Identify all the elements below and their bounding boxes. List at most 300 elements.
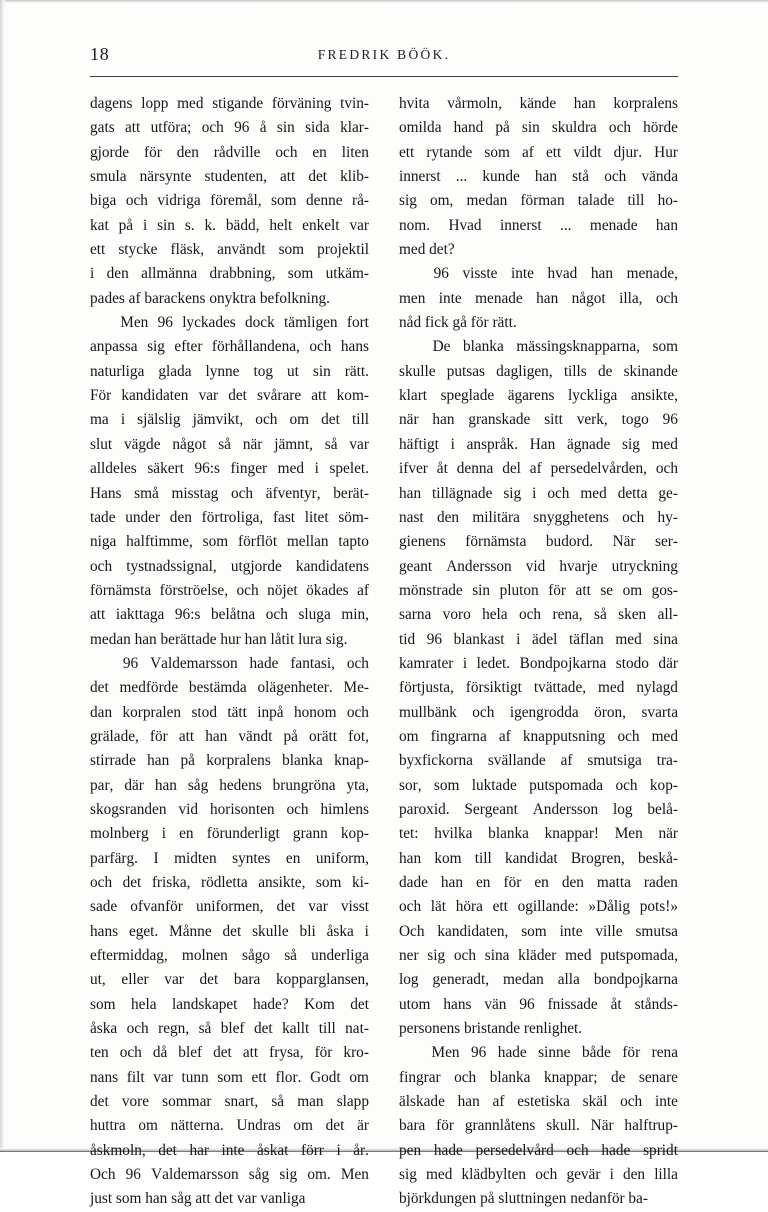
word: tystnadssignal, bbox=[126, 557, 217, 575]
word: vidriga bbox=[157, 192, 201, 210]
word: på bbox=[118, 216, 134, 234]
word: en bbox=[312, 143, 327, 161]
word: molnberg bbox=[90, 825, 149, 843]
text-line: med det? bbox=[399, 241, 455, 259]
word: blanka bbox=[282, 752, 323, 770]
word: eller bbox=[121, 971, 149, 989]
text-line bbox=[399, 871, 678, 895]
word: han bbox=[205, 727, 228, 745]
word: inte bbox=[559, 922, 583, 940]
word: hedens bbox=[219, 776, 262, 794]
word: för bbox=[548, 581, 567, 599]
word: sommar bbox=[162, 1093, 212, 1111]
word: I bbox=[153, 849, 159, 867]
word: på bbox=[180, 752, 195, 770]
word: och bbox=[566, 1141, 589, 1159]
word: drabbning, bbox=[209, 265, 276, 283]
word: på bbox=[283, 727, 298, 745]
word: grannlåtens bbox=[464, 1117, 536, 1135]
word: att bbox=[90, 606, 106, 624]
paragraph-indent bbox=[399, 1041, 420, 1065]
text-line bbox=[90, 1041, 369, 1065]
word: och bbox=[126, 1020, 149, 1038]
paragraph bbox=[90, 652, 369, 1212]
word: ökades bbox=[306, 581, 349, 599]
page-number: 18 bbox=[90, 44, 110, 64]
word: till bbox=[474, 849, 492, 867]
word: åt bbox=[610, 995, 622, 1013]
word: tog bbox=[253, 362, 274, 380]
word: förr bbox=[300, 1141, 324, 1159]
word: hela bbox=[131, 995, 157, 1013]
word: i bbox=[364, 922, 369, 940]
word: kandidaten bbox=[121, 387, 189, 405]
word: fingrar bbox=[399, 1068, 441, 1086]
word: förväning bbox=[271, 95, 332, 112]
word: Brogren, bbox=[570, 849, 625, 867]
word: en bbox=[285, 849, 301, 867]
text-line bbox=[90, 701, 369, 725]
word: alldeles bbox=[90, 460, 137, 478]
word: sig bbox=[399, 192, 417, 210]
word: de bbox=[610, 1068, 626, 1086]
text-line bbox=[90, 482, 369, 506]
word: nom. bbox=[399, 216, 431, 234]
text-line bbox=[399, 506, 678, 530]
word: om bbox=[293, 1117, 313, 1135]
word: tet: bbox=[399, 825, 419, 843]
word: log bbox=[613, 800, 633, 818]
word: all- bbox=[657, 606, 678, 624]
word: något bbox=[172, 435, 207, 453]
word: och bbox=[518, 606, 542, 624]
text-line bbox=[399, 895, 678, 919]
text-line bbox=[399, 141, 678, 165]
text-line bbox=[399, 214, 678, 238]
word: För bbox=[90, 387, 112, 405]
word: vid bbox=[178, 800, 198, 818]
word: lyckades bbox=[182, 314, 236, 332]
text-line bbox=[399, 287, 678, 311]
word: visst bbox=[340, 898, 369, 916]
word: kallt bbox=[282, 1020, 310, 1038]
word: rytande bbox=[426, 143, 473, 161]
word: och bbox=[399, 898, 422, 916]
word: i bbox=[532, 484, 537, 502]
text-line bbox=[90, 920, 369, 944]
word: skogsranden bbox=[90, 800, 167, 818]
word: bara bbox=[233, 971, 261, 989]
word: filt bbox=[126, 1068, 145, 1086]
word: föremål, bbox=[210, 192, 262, 210]
word: ett bbox=[546, 143, 562, 161]
word: den bbox=[436, 508, 460, 526]
word: att bbox=[124, 119, 141, 137]
word: sig bbox=[503, 484, 522, 502]
word: höra bbox=[455, 898, 483, 916]
word: stå bbox=[572, 168, 590, 186]
word: det bbox=[350, 995, 369, 1013]
word: gjorde bbox=[90, 143, 130, 161]
word: förhållandena, bbox=[211, 338, 300, 356]
word: utkäm- bbox=[325, 265, 369, 283]
word: jämnt, bbox=[274, 435, 313, 453]
word: bädd, bbox=[225, 216, 260, 234]
word: det bbox=[158, 1141, 177, 1159]
word: anpassa bbox=[90, 338, 138, 356]
word: budord. bbox=[545, 533, 594, 551]
word: syntes bbox=[232, 849, 271, 867]
word: tra- bbox=[656, 752, 678, 770]
running-head bbox=[90, 44, 678, 72]
scan-edge-left bbox=[0, 0, 5, 1152]
word: förtroliga, bbox=[201, 508, 264, 526]
text-line bbox=[90, 384, 369, 408]
word: alla bbox=[557, 971, 580, 989]
word: snart, bbox=[224, 1093, 259, 1111]
word: i bbox=[120, 411, 126, 429]
word: nans bbox=[90, 1068, 119, 1086]
word: lät bbox=[430, 898, 447, 916]
word: stånds- bbox=[634, 995, 678, 1013]
word: huttra bbox=[90, 1117, 126, 1135]
word: hvad bbox=[547, 265, 578, 283]
word: utföra; bbox=[150, 119, 192, 137]
word: detta bbox=[617, 484, 648, 502]
text-line bbox=[90, 676, 369, 700]
text-line bbox=[399, 579, 678, 603]
word: vid bbox=[525, 557, 546, 575]
word: söm- bbox=[338, 508, 369, 526]
word: i bbox=[314, 460, 319, 478]
word: sluga bbox=[298, 606, 331, 624]
word: kop- bbox=[340, 825, 369, 843]
word: ser- bbox=[655, 533, 678, 551]
text-line bbox=[90, 1090, 369, 1114]
word: är bbox=[357, 1117, 369, 1135]
text-line bbox=[90, 1139, 369, 1163]
word: har bbox=[189, 1141, 209, 1159]
text-line bbox=[399, 993, 678, 1017]
word: och bbox=[309, 338, 332, 356]
word: 96:s bbox=[194, 460, 220, 478]
word: mönstrade bbox=[399, 581, 463, 599]
word: blef bbox=[178, 1044, 203, 1062]
word: stirrade bbox=[90, 752, 136, 770]
word: ofvanför bbox=[130, 898, 183, 916]
text-line: personens bristande renlighet. bbox=[399, 1020, 583, 1038]
word: och bbox=[286, 800, 309, 818]
text-line bbox=[90, 895, 369, 919]
word: lynne bbox=[205, 362, 240, 380]
word: en bbox=[476, 874, 491, 891]
word: ut, bbox=[90, 971, 106, 989]
word: i bbox=[142, 216, 148, 234]
word: efter bbox=[174, 338, 203, 356]
text-line bbox=[90, 1066, 369, 1090]
word: där bbox=[124, 776, 144, 794]
word: ho- bbox=[657, 192, 678, 210]
word: en bbox=[179, 825, 194, 843]
word: med bbox=[580, 484, 607, 502]
word: »Dålig bbox=[588, 898, 631, 916]
word: halftimme, bbox=[126, 533, 193, 551]
word: så bbox=[284, 947, 297, 965]
word: sin bbox=[157, 216, 175, 234]
word: sade bbox=[90, 898, 118, 916]
word: var bbox=[349, 435, 369, 453]
word: log bbox=[399, 971, 419, 989]
word: och bbox=[472, 703, 495, 721]
word: ma bbox=[90, 411, 109, 429]
word: lilla bbox=[654, 1166, 678, 1184]
word: rena bbox=[651, 1044, 678, 1062]
word: förnämsta bbox=[90, 581, 152, 599]
word: det bbox=[276, 898, 296, 916]
word: tillägnade bbox=[432, 484, 493, 502]
word: bara bbox=[399, 1117, 426, 1135]
word: och bbox=[655, 460, 678, 478]
word: sida bbox=[305, 119, 330, 137]
word: inte bbox=[438, 289, 462, 307]
word: som bbox=[287, 265, 314, 283]
word: kat bbox=[90, 216, 109, 234]
word: och bbox=[622, 508, 645, 526]
word: blanka bbox=[489, 1068, 531, 1086]
word: han bbox=[573, 95, 596, 112]
word: blanka bbox=[462, 338, 504, 356]
text-line bbox=[399, 457, 678, 481]
word: vän bbox=[484, 995, 507, 1013]
word: de bbox=[597, 362, 613, 380]
text-line bbox=[399, 749, 678, 773]
word: åskat bbox=[257, 1141, 289, 1159]
word: Månne bbox=[169, 922, 212, 940]
word: af bbox=[498, 727, 511, 745]
word: knappar! bbox=[544, 825, 600, 843]
text-line bbox=[399, 433, 678, 457]
word: sin bbox=[472, 581, 491, 599]
word: fläsk, bbox=[170, 241, 205, 259]
word: 96 bbox=[433, 265, 449, 283]
word: glada bbox=[158, 362, 192, 380]
word: det bbox=[253, 1020, 273, 1038]
word: under bbox=[125, 508, 161, 526]
word: på bbox=[495, 119, 510, 137]
word: Andersson bbox=[532, 800, 599, 818]
right-column bbox=[399, 92, 678, 1212]
word: senare bbox=[638, 1068, 678, 1086]
word: togo bbox=[621, 411, 649, 429]
word: af bbox=[560, 752, 573, 770]
word: försiktigt bbox=[465, 679, 522, 697]
word: kände bbox=[519, 95, 557, 112]
word: vildt bbox=[573, 143, 602, 161]
word: uniformen, bbox=[195, 898, 264, 916]
word: som bbox=[484, 143, 510, 161]
word: där bbox=[658, 654, 678, 672]
word: Men bbox=[120, 314, 149, 332]
word: skull. bbox=[546, 1117, 580, 1135]
word: Hur bbox=[654, 143, 678, 161]
word: medförde bbox=[119, 679, 179, 697]
text-line bbox=[399, 530, 678, 554]
word: med bbox=[651, 435, 678, 453]
word: utgjorde bbox=[230, 557, 282, 575]
word: klädbylten bbox=[461, 1166, 527, 1184]
word: så bbox=[594, 606, 607, 624]
word: hade bbox=[249, 654, 279, 672]
text-line bbox=[90, 214, 369, 238]
text-line bbox=[90, 433, 369, 457]
text-line bbox=[399, 920, 678, 944]
word: det bbox=[90, 679, 109, 697]
text-line bbox=[90, 92, 369, 116]
word: att bbox=[311, 387, 327, 405]
word: projektil bbox=[317, 241, 369, 259]
word: Men bbox=[614, 825, 643, 843]
word: det bbox=[213, 1044, 232, 1062]
word: om. bbox=[307, 1166, 331, 1184]
word: han bbox=[154, 776, 177, 794]
word: kom- bbox=[336, 387, 369, 405]
word: igengrodda bbox=[509, 703, 579, 721]
word: älskade bbox=[399, 1093, 445, 1111]
word: ut bbox=[287, 362, 299, 380]
word: för bbox=[314, 1044, 333, 1062]
word: korpralen bbox=[122, 703, 182, 721]
word: tid bbox=[399, 630, 416, 648]
word: mellan bbox=[286, 533, 329, 551]
word: han bbox=[399, 484, 422, 502]
word: hans bbox=[90, 922, 119, 940]
word: när bbox=[242, 435, 263, 453]
word: Undras bbox=[236, 1117, 281, 1135]
word: sig bbox=[399, 1166, 417, 1184]
word: ett bbox=[399, 143, 415, 161]
word: honom bbox=[293, 703, 337, 721]
word: som bbox=[90, 995, 116, 1013]
scan-edge-top bbox=[0, 0, 768, 3]
word: persedelvården, bbox=[550, 460, 647, 478]
text-line bbox=[399, 360, 678, 384]
word: kandidat bbox=[504, 849, 558, 867]
word: sig bbox=[279, 1166, 298, 1184]
word: till bbox=[351, 411, 369, 429]
word: militära bbox=[472, 508, 520, 526]
word: visste bbox=[462, 265, 498, 283]
word: för bbox=[149, 727, 168, 745]
text-line bbox=[90, 822, 369, 846]
word: klar- bbox=[340, 119, 369, 137]
word: ansikte, bbox=[630, 387, 678, 405]
text-line bbox=[90, 579, 369, 603]
text-line bbox=[399, 1114, 678, 1138]
word: knapputsning bbox=[522, 727, 606, 745]
text-line bbox=[90, 457, 369, 481]
word: sor, bbox=[399, 776, 422, 794]
word: gevär bbox=[566, 1166, 601, 1184]
word: mullbänk bbox=[399, 703, 457, 721]
word: flor. bbox=[275, 1068, 302, 1086]
word: äfventyr, bbox=[265, 484, 321, 502]
word: som bbox=[652, 338, 678, 356]
word: eget. bbox=[128, 922, 159, 940]
word: var bbox=[349, 216, 369, 234]
word: den bbox=[169, 508, 192, 526]
text-line bbox=[399, 628, 678, 652]
text-line bbox=[90, 360, 369, 384]
word: gienens bbox=[399, 533, 446, 551]
word: som bbox=[217, 1068, 243, 1086]
word: När bbox=[590, 1117, 614, 1135]
text-line bbox=[90, 506, 369, 530]
word: med bbox=[426, 1166, 453, 1184]
word: s. bbox=[184, 216, 195, 234]
word: och bbox=[255, 411, 278, 429]
word: putspomada, bbox=[600, 947, 678, 965]
text-line bbox=[90, 798, 369, 822]
word: Men bbox=[340, 1166, 369, 1184]
word: af bbox=[529, 460, 542, 478]
word: säkert bbox=[147, 460, 184, 478]
word: medan bbox=[503, 971, 544, 989]
word: uniform, bbox=[315, 849, 369, 867]
word: förströelse, bbox=[159, 581, 229, 599]
word: 96 bbox=[519, 995, 535, 1013]
word: år. bbox=[353, 1141, 369, 1159]
word: sig bbox=[147, 338, 165, 356]
word: smutsa bbox=[635, 922, 678, 940]
paragraph bbox=[90, 311, 369, 652]
word: rätt. bbox=[344, 362, 369, 380]
word: pen bbox=[399, 1141, 422, 1159]
text-line bbox=[90, 1114, 369, 1138]
word: för bbox=[622, 1044, 641, 1062]
word: vårmoln, bbox=[447, 95, 502, 112]
word: och bbox=[236, 581, 259, 599]
text-line bbox=[90, 968, 369, 992]
word: korpralens bbox=[206, 752, 271, 770]
text-line bbox=[399, 847, 678, 871]
word: och bbox=[90, 557, 113, 575]
word: smula bbox=[90, 168, 127, 186]
word: sin bbox=[312, 362, 331, 380]
text-line: pades af barackens onyktra befolkning. bbox=[90, 289, 330, 307]
text-line bbox=[90, 944, 369, 968]
word: öron, bbox=[594, 703, 626, 721]
word: i bbox=[90, 265, 95, 283]
word: närsynte bbox=[139, 168, 192, 186]
header-rule bbox=[90, 76, 678, 77]
word: häftigt bbox=[399, 435, 439, 453]
word: innerst bbox=[499, 216, 542, 234]
word: Och bbox=[399, 922, 425, 940]
word: bestämda bbox=[188, 679, 247, 697]
word: hade? bbox=[252, 995, 289, 1013]
word: se bbox=[600, 581, 614, 599]
word: halftrup- bbox=[624, 1117, 678, 1135]
word: nast bbox=[399, 508, 424, 526]
word: han bbox=[457, 1093, 480, 1111]
word: som bbox=[433, 776, 460, 794]
word: användt bbox=[217, 241, 266, 259]
word: han bbox=[536, 289, 559, 307]
word: svarta bbox=[641, 703, 678, 721]
word: Kom bbox=[304, 995, 335, 1013]
left-column bbox=[90, 92, 369, 1212]
word: sig bbox=[427, 947, 446, 965]
